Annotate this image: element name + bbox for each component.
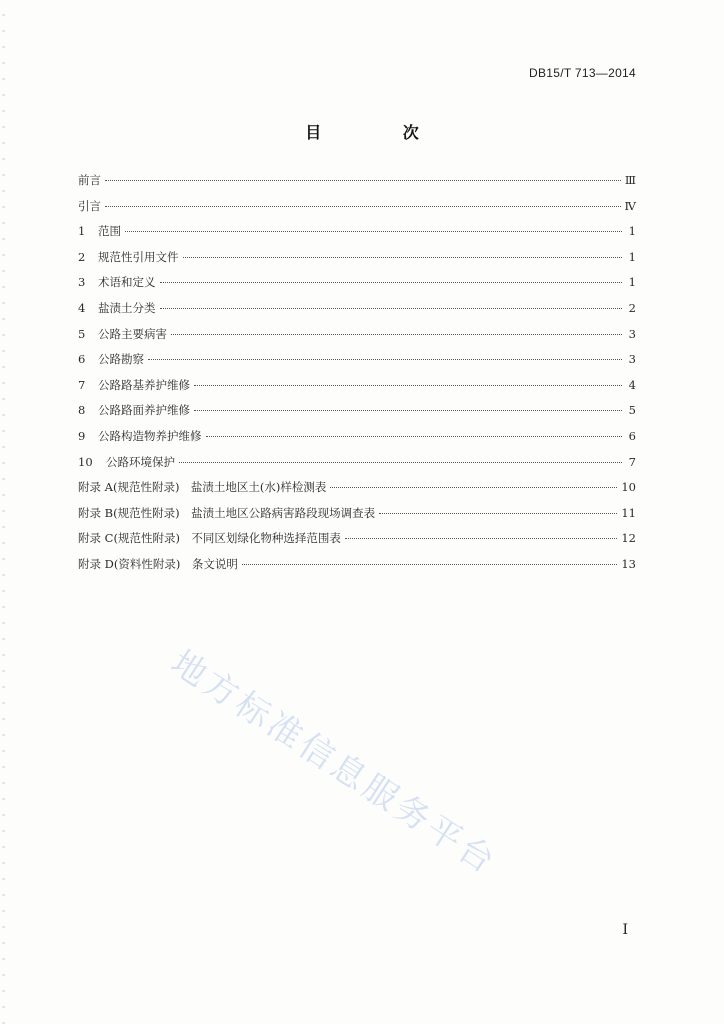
toc-entry-label: 规范性引用文件 [98,249,179,264]
toc-leader-dots [206,435,623,437]
toc-leader-dots [242,563,618,565]
toc-entry-page: 13 [621,556,636,571]
toc-entry-label: 附录 D(资料性附录) 条文说明 [78,556,238,571]
toc-leader-dots [171,333,622,335]
toc-entry-label: 公路构造物养护维修 [98,428,202,443]
toc-entry-label: 公路勘察 [98,352,144,367]
toc-entry-page: 5 [628,403,636,418]
toc-leader-dots [148,358,622,360]
toc-entry-label: 术语和定义 [98,275,156,290]
toc-entry-label: 引言 [78,198,101,213]
toc-entry[interactable] [78,454,636,480]
toc-title: 目 次 [305,123,457,142]
toc-leader-dots [179,461,622,463]
toc-leader-dots [105,179,621,181]
toc-entry[interactable] [78,326,636,352]
toc-entry[interactable] [78,223,636,249]
toc-entry[interactable] [78,428,636,454]
toc-leader-dots [160,307,623,309]
toc-entry-number: 4 [78,300,86,315]
watermark-text: 地方标准信息服务平台 [163,642,505,884]
toc-leader-dots [345,537,617,539]
toc-leader-dots [125,230,622,232]
toc-leader-dots [183,256,623,258]
toc-entry-page: 6 [628,428,636,443]
toc-entry-number: 3 [78,275,86,290]
toc-entry-page: 1 [628,224,636,239]
toc-entry-page: Ⅲ [624,173,636,187]
toc-entry[interactable] [78,505,636,531]
toc-entry-number: 1 [78,224,86,239]
toc-entry[interactable] [78,479,636,505]
toc-entry-number: 8 [78,403,86,418]
toc-entry-page: 10 [621,480,636,495]
toc-entry-label: 公路路基养护维修 [98,377,190,392]
toc-entry-page: 11 [621,505,636,520]
toc-entry-page: 3 [628,326,636,341]
toc-leader-dots [194,409,622,411]
toc-entry-label: 附录 A(规范性附录) 盐渍土地区土(水)样检测表 [78,480,327,495]
toc-entry-page: 1 [628,249,636,264]
toc-entry[interactable] [78,198,636,224]
toc-entry-label: 公路路面养护维修 [98,403,190,418]
toc-entry[interactable] [78,351,636,377]
toc-entry[interactable] [78,377,636,403]
toc-entry[interactable] [78,249,636,275]
toc-leader-dots [105,205,621,207]
toc-entry-number: 7 [78,377,86,392]
document-code: DB15/T 713—2014 [528,66,636,80]
toc-entry-page: 2 [628,300,636,315]
toc-entry[interactable] [78,402,636,428]
toc-entry-label: 附录 C(规范性附录) 不同区划绿化物种选择范围表 [78,531,341,546]
table-of-contents [78,172,636,582]
toc-entry-label: 前言 [78,173,101,187]
toc-entry[interactable] [78,530,636,556]
toc-leader-dots [379,512,617,514]
toc-entry[interactable] [78,300,636,326]
toc-entry-page: 7 [628,454,636,469]
toc-entry-page: 1 [628,275,636,290]
toc-entry-page: 3 [628,352,636,367]
toc-entry[interactable] [78,172,636,198]
toc-entry[interactable] [78,274,636,300]
toc-entry-number: 10 [78,454,93,469]
toc-entry-number: 9 [78,428,86,443]
toc-entry-page: 4 [628,377,636,392]
toc-entry-page: 12 [621,531,636,546]
toc-entry[interactable] [78,556,636,582]
scan-edge-marks [2,0,5,1024]
toc-entry-label: 公路环境保护 [106,454,175,469]
toc-entry-number: 5 [78,326,86,341]
toc-entry-label: 盐渍土分类 [98,300,156,315]
toc-leader-dots [330,486,617,488]
toc-entry-number: 6 [78,352,86,367]
toc-entry-label: 附录 B(规范性附录) 盐渍土地区公路病害路段现场调查表 [78,505,376,520]
page-number: Ⅰ [622,922,628,938]
toc-leader-dots [160,281,623,283]
toc-entry-number: 2 [78,249,86,264]
toc-entry-label: 公路主要病害 [98,326,167,341]
toc-leader-dots [194,384,622,386]
toc-entry-label: 范围 [98,224,121,239]
toc-entry-page: Ⅳ [624,198,636,213]
